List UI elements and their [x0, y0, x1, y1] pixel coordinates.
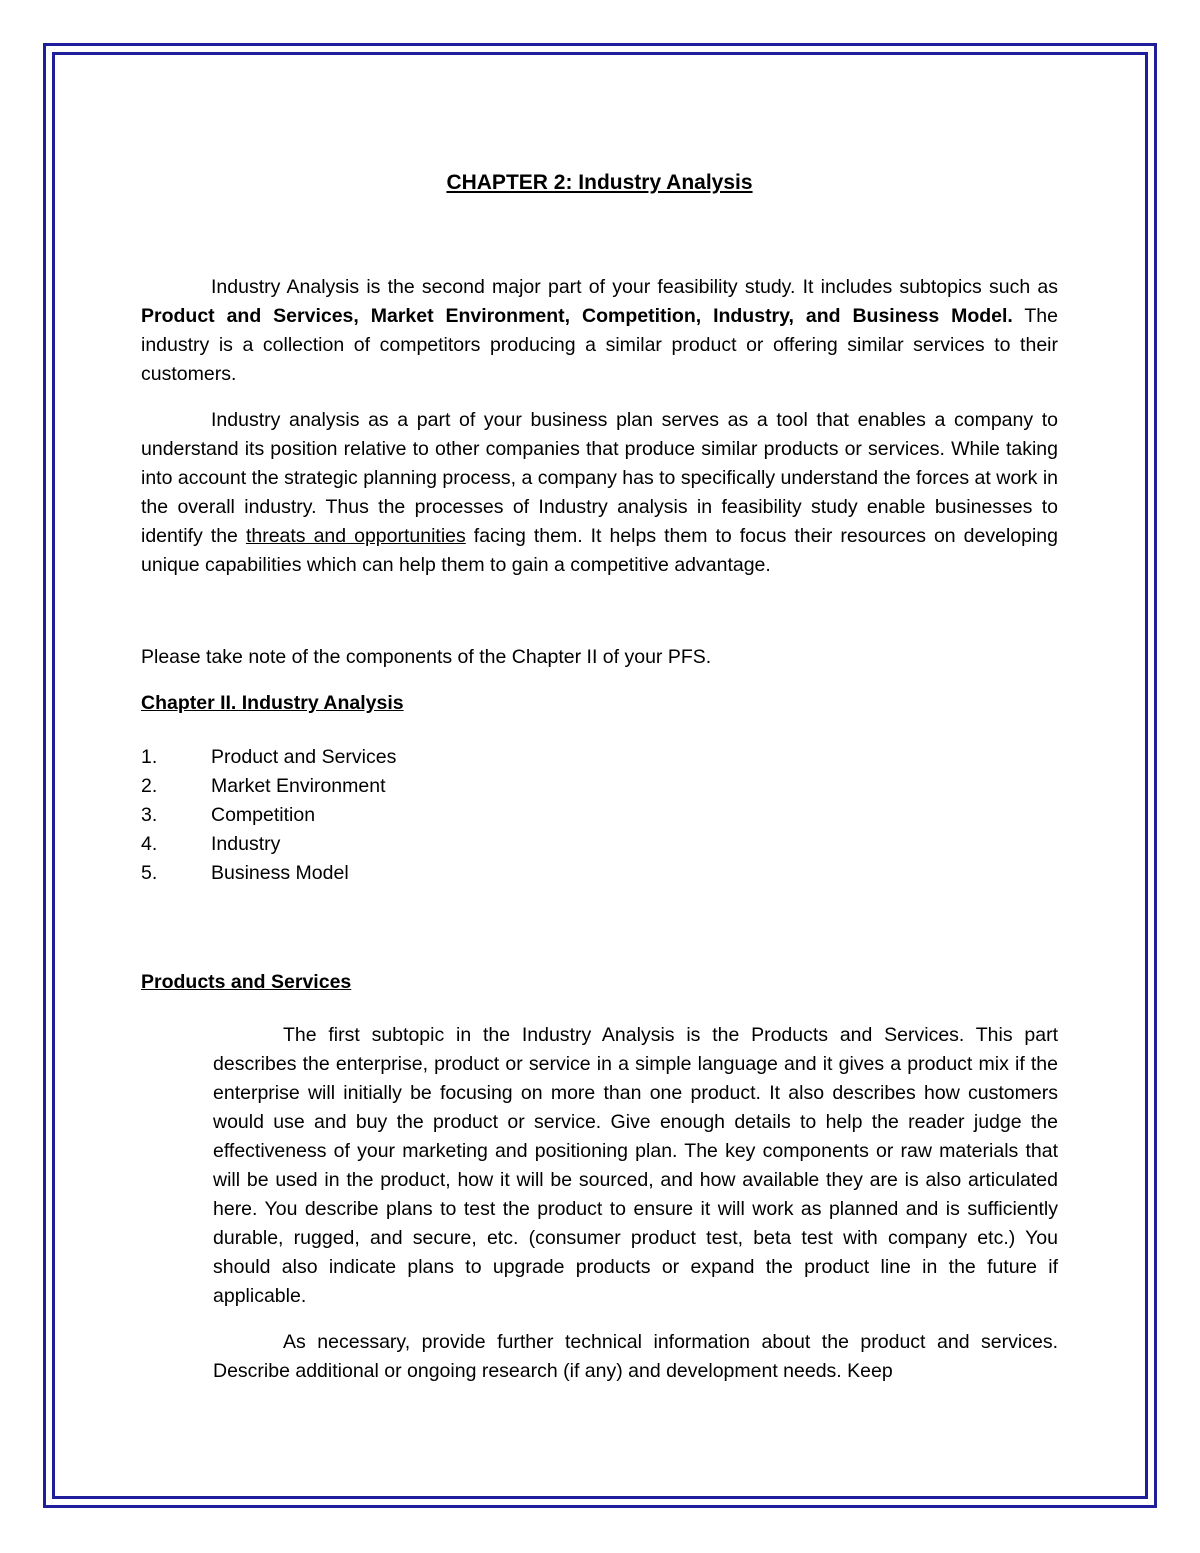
- components-heading: Chapter II. Industry Analysis: [141, 692, 404, 714]
- products-paragraph-1: The first subtopic in the Industry Analysis is the Products and Services. This part describes the enterprise, product or service in a simple language and it gives a product mix if the enterprise will initially be focusing on more than one product. It also describes how customers would use and buy the product or service. Give enough details to help the reader judge the effectiveness of your marketing and positioning plan. The key components or raw materials that will be used in the product, how it will be sourced, and how available they are is also articulated here. You describe plans to test the product to ensure it will work as planned and is sufficiently durable, rugged, and secure, etc. (consumer product test, beta test with company etc.) You should also indicate plans to upgrade products or expand the product line in the future if applicable.: [213, 1024, 1058, 1307]
- products-heading: Products and Services: [141, 971, 352, 993]
- chapter-title: CHAPTER 2: Industry Analysis: [446, 171, 753, 194]
- products-section: [213, 1021, 1058, 1386]
- intro-p1-text-b: The industry is a collection of competitors producing a similar product or offering similar services to their customers.: [141, 305, 1058, 385]
- products-paragraph-2: As necessary, provide further technical information about the product and services. Describe additional or ongoing research (if any) and development needs. Keep: [213, 1331, 1058, 1382]
- list-item-label: Product and Services: [211, 746, 397, 768]
- list-item-label: Industry: [211, 833, 281, 855]
- intro-paragraph-2: [141, 406, 1058, 580]
- intro-paragraph-1: [141, 273, 1058, 389]
- intro-p1-text-a: Industry Analysis is the second major part of your feasibility study. It includes subtopics such as: [211, 276, 1058, 298]
- list-item: [141, 743, 1058, 772]
- list-item: [141, 801, 1058, 830]
- intro-p2-text-b: facing them. It helps them to focus their resources on developing unique capabilities which can help them to gain a competitive advantage.: [141, 525, 1058, 576]
- components-list: [141, 743, 1058, 888]
- list-item: [141, 830, 1058, 859]
- list-item-label: Market Environment: [211, 775, 386, 797]
- intro-p1-bold: Product and Services, Market Environment, Competition, Industry, and Business Model.: [141, 305, 1013, 327]
- document-body: [141, 168, 1058, 1386]
- intro-p2-text-a: Industry analysis as a part of your business plan serves as a tool that enables a company to understand its position relative to other companies that produce similar products or services. While taking into account the strategic planning process, a company has to specifically understand the forces at work in the overall industry. Thus the processes of Industry analysis in feasibility study enable businesses to identify the: [141, 409, 1059, 547]
- list-item-number: 5.: [141, 862, 158, 884]
- list-item-number: 2.: [141, 775, 158, 797]
- components-note: Please take note of the components of the Chapter II of your PFS.: [141, 646, 712, 668]
- list-item-number: 1.: [141, 746, 158, 768]
- list-item-number: 4.: [141, 833, 158, 855]
- list-item-label: Business Model: [211, 862, 349, 884]
- list-item: [141, 859, 1058, 888]
- list-item-label: Competition: [211, 804, 316, 826]
- list-item: [141, 772, 1058, 801]
- intro-p2-underline: threats and opportunities: [245, 525, 466, 547]
- list-item-number: 3.: [141, 804, 158, 826]
